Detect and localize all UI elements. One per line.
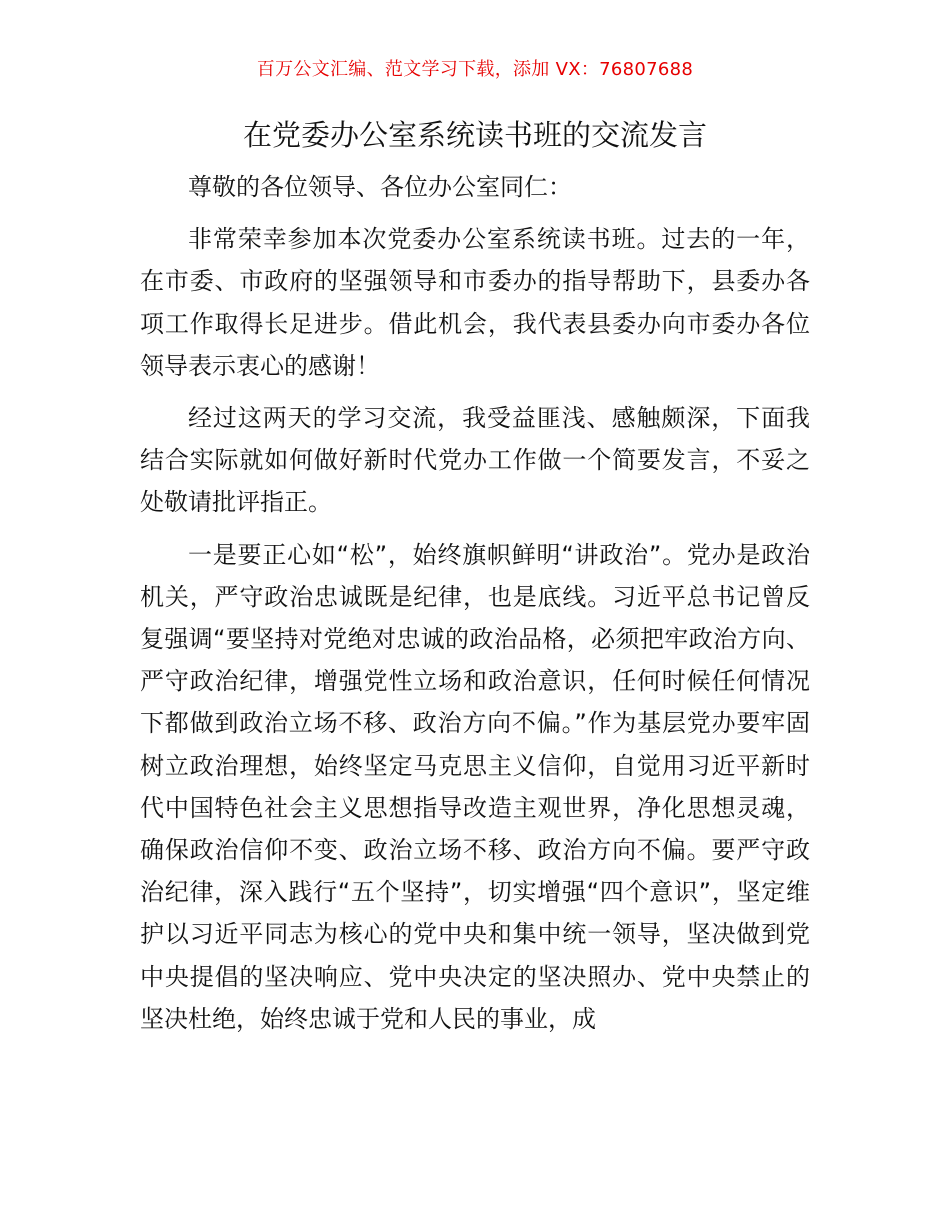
- body-paragraph-3: 一是要正心如“松”，始终旗帜鲜明“讲政治”。党办是政治机关，严守政治忠诚既是纪律，也是底线。习近平总书记曾反复强调“要坚持对党绝对忠诚的政治品格，必须把牢政治方向、严守政治纪律，增强党性立场和政治意识，任何时候任何情况下都做到政治立场不移、政治方向不偏。”作为基层党办要牢固树立政治理想，始终坚定马克思主义信仰，自觉用习近平新时代中国特色社会主义思想指导改造主观世界，净化思想灵魂，确保政治信仰不变、政治立场不移、政治方向不偏。要严守政治纪律，深入践行“五个坚持”，切实增强“四个意识”，坚定维护以习近平同志为核心的党中央和集中统一领导，坚决做到党中央提倡的坚决响应、党中央决定的坚决照办、党中央禁止的坚决杜绝，始终忠诚于党和人民的事业，成: [140, 540, 810, 1033]
- document-title: 在党委办公室系统读书班的交流发言: [242, 118, 707, 152]
- body-paragraph-2: 经过这两天的学习交流，我受益匪浅、感触颇深，下面我结合实际就如何做好新时代党办工作做一个简要发言，不妥之处敬请批评指正。: [140, 404, 810, 517]
- header-watermark-note: 百万公文汇编、范文学习下载，添加 VX：76807688: [256, 59, 694, 80]
- salutation-paragraph: 尊敬的各位领导、各位办公室同仁：: [188, 173, 572, 201]
- document-body: [140, 166, 810, 1050]
- body-paragraph-1: 非常荣幸参加本次党委办公室系统读书班。过去的一年，在市委、市政府的坚强领导和市委办的指导帮助下，县委办各项工作取得长足进步。借此机会，我代表县委办向市委办各位领导表示衷心的感谢！: [140, 225, 810, 380]
